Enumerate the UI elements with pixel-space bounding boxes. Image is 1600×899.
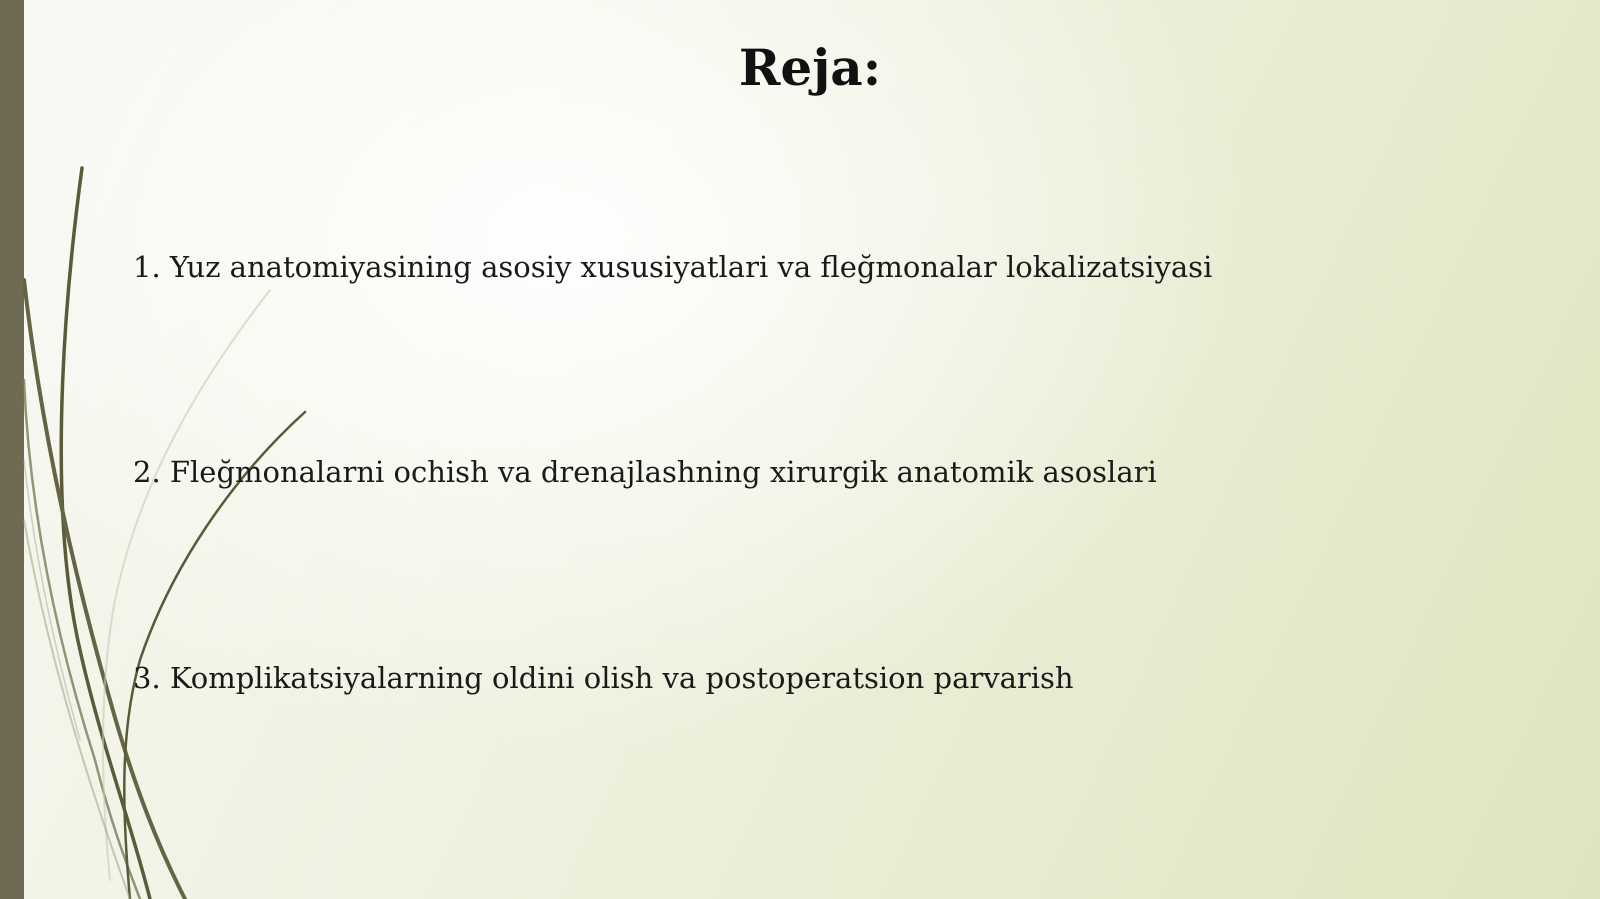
plan-item-2: 2. Fleğmonalarni ochish va drenajlashning xirurgik anatomik asoslari (133, 455, 1157, 489)
plan-item-3: 3. Komplikatsiyalarning oldini olish va postoperatsion parvarish (133, 661, 1074, 695)
slide-title: Reja: (738, 38, 882, 97)
plan-item-1: 1. Yuz anatomiyasining asosiy xususiyatlari va fleğmonalar lokalizatsiyasi (133, 250, 1213, 284)
grass-decoration (0, 0, 340, 899)
